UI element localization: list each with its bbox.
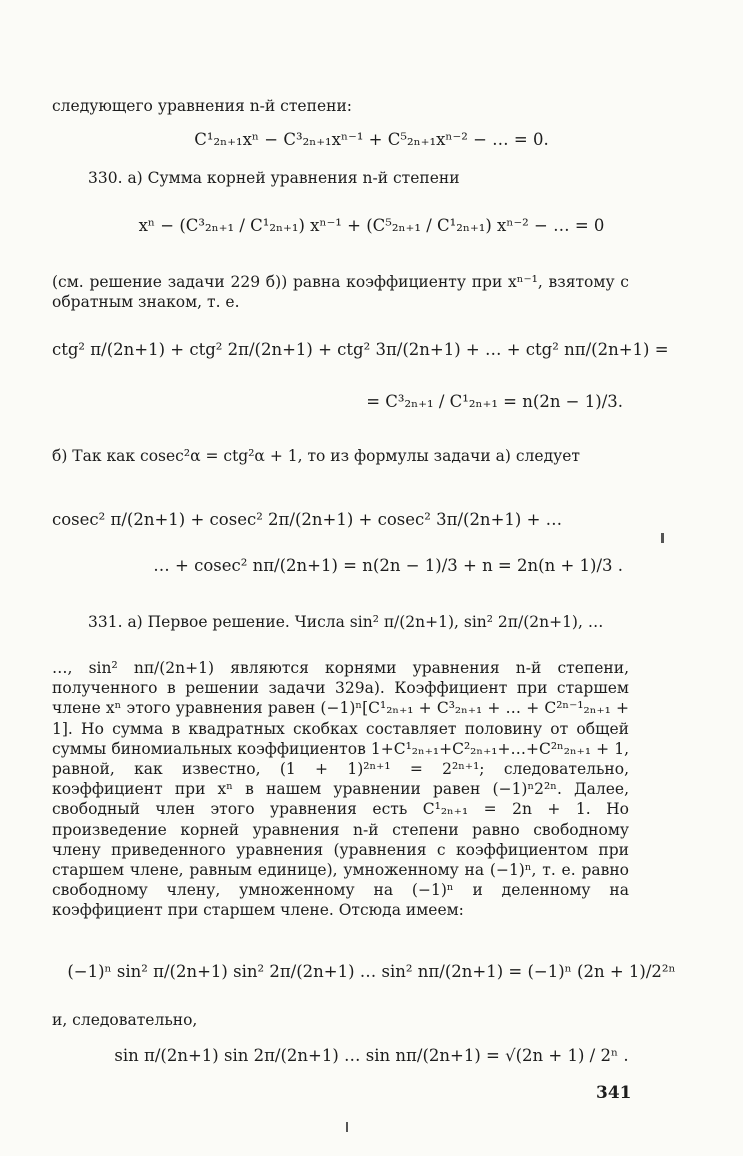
paragraph: (см. решение задачи 229 б)) равна коэффициенту при xⁿ⁻¹, взятому с обратным знаком, т. е. [52,273,629,312]
paragraph: …, sin² nπ/(2n+1) являются корнями уравнения n-й степени, полученного в решении задачи 329а). Коэффициент при старшем члене xⁿ этого уравнения равен (−1)ⁿ[C¹₂ₙ₊₁ + C³₂ₙ₊₁ + … + C²ⁿ⁻¹₂ₙ₊₁ + 1]. Но сумма в квадратных скобках составляет половину от общей суммы биномиальных коэффициентов 1+C¹₂ₙ₊₁+C²₂ₙ₊₁+…+C²ⁿ₂ₙ₊₁ + 1, равной, как известно, (1 + 1)²ⁿ⁺¹ = 2²ⁿ⁺¹; следовательно, коэффициент при xⁿ в нашем уравнении равен (−1)ⁿ2²ⁿ. Далее, свободный член этого уравнения есть C¹₂ₙ₊₁ = 2n + 1. Но произведение корней уравнения n-й степени равно свободному члену приведенного уравнения (уравнения с коэффициентом при старшем члене, равным единице), умноженному на (−1)ⁿ, т. е. равно свободному члену, умноженному на (−1)ⁿ и деленному на коэффициент при старшем члене. Отсюда имеем: [52,659,629,920]
equation: = C³₂ₙ₊₁ / C¹₂ₙ₊₁ = n(2n − 1)/3. [366,392,623,411]
margin-mark [661,533,664,543]
paragraph: б) Так как cosec²α = ctg²α + 1, то из формулы задачи а) следует [52,447,580,465]
equation: (−1)ⁿ sin² π/(2n+1) sin² 2π/(2n+1) … sin² nπ/(2n+1) = (−1)ⁿ (2n + 1)/2²ⁿ [67,962,676,981]
equation: cosec² π/(2n+1) + cosec² 2π/(2n+1) + cosec² 3π/(2n+1) + … [52,510,563,529]
equation: … + cosec² nπ/(2n+1) = n(2n − 1)/3 + n = 2n(n + 1)/3 . [153,556,623,575]
margin-mark [346,1122,348,1132]
equation: ctg² π/(2n+1) + ctg² 2π/(2n+1) + ctg² 3π/(2n+1) + … + ctg² nπ/(2n+1) = [52,340,669,359]
problem-heading: 331. а) Первое решение. Числа sin² π/(2n+1), sin² 2π/(2n+1), … [88,613,604,631]
page-number: 341 [596,1083,632,1103]
problem-heading: 330. а) Сумма корней уравнения n-й степени [88,169,460,187]
text-line: и, следовательно, [52,1011,198,1029]
equation: xⁿ − (C³₂ₙ₊₁ / C¹₂ₙ₊₁) xⁿ⁻¹ + (C⁵₂ₙ₊₁ / C¹₂ₙ₊₁) xⁿ⁻² − … = 0 [138,216,605,235]
text-line: следующего уравнения n-й степени: [52,97,352,115]
equation: C¹₂ₙ₊₁xⁿ − C³₂ₙ₊₁xⁿ⁻¹ + C⁵₂ₙ₊₁xⁿ⁻² − … = 0. [194,130,549,149]
equation: sin π/(2n+1) sin 2π/(2n+1) … sin nπ/(2n+1) = √(2n + 1) / 2ⁿ . [114,1046,629,1065]
